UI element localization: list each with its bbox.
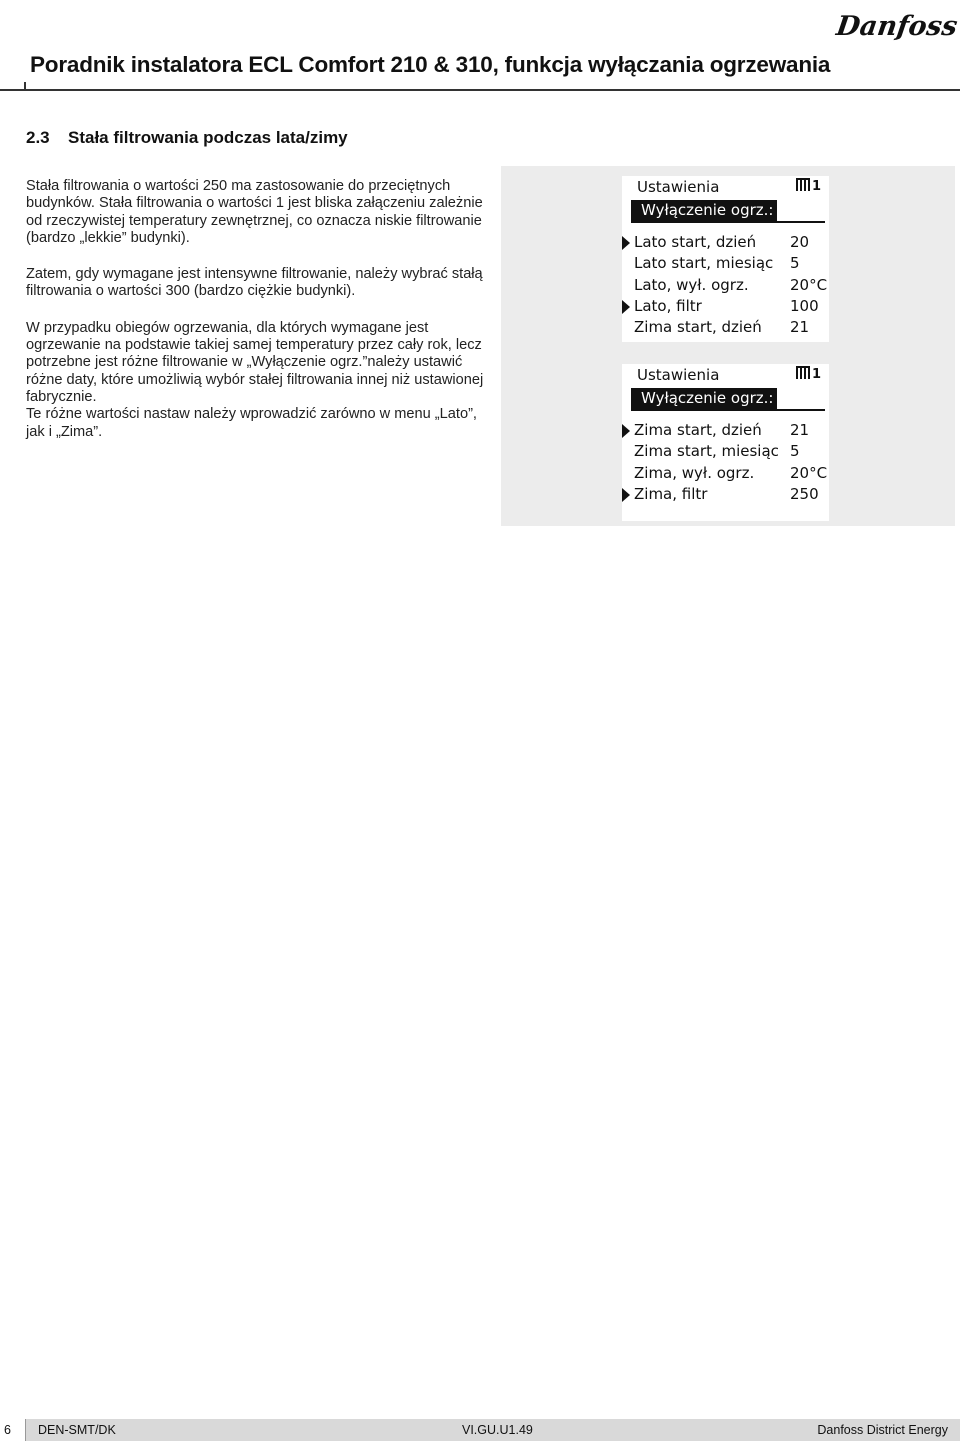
page-number: 6 (0, 1419, 26, 1441)
radiator-icon (796, 178, 810, 191)
pointer-arrow-icon (622, 236, 630, 250)
menu-row-value: 20°C (790, 463, 828, 482)
logo-text: Danfoss (834, 11, 960, 42)
selected-menu-item[interactable]: Wyłączenie ogrz.: (631, 388, 777, 409)
menu-row[interactable] (622, 232, 829, 253)
menu-row-label: Zima start, dzień (634, 421, 762, 439)
menu-row-label: Lato, filtr (634, 296, 702, 315)
controller-screen-summer (622, 176, 829, 342)
circuit-number: 1 (811, 367, 821, 382)
document-version: VI.GU.U1.49 (462, 1423, 533, 1437)
circuit-indicator (796, 366, 821, 382)
menu-separator (631, 409, 825, 411)
pointer-arrow-icon (622, 488, 630, 502)
menu-row[interactable] (622, 296, 829, 317)
danfoss-logo (834, 4, 960, 48)
menu-row-label: Lato start, dzień (634, 233, 757, 251)
selected-menu-item[interactable]: Wyłączenie ogrz.: (631, 200, 777, 221)
paragraph-1: Stała filtrowania o wartości 250 ma zastosowanie do przeciętnych budynków. Stała filtrowania o wartości 1 jest bliska załączeniu zależnie od rzeczywistej temperatury zewnętrznej, co oznacza niskie filtrowanie (bardzo „lekkie” budynki). (26, 178, 483, 246)
menu-row[interactable] (622, 484, 829, 505)
page-footer (0, 1419, 960, 1441)
menu-row-label: Zima, filtr (634, 484, 708, 503)
circuit-indicator (796, 178, 821, 194)
menu-row[interactable] (622, 317, 829, 338)
menu-row-label: Zima start, dzień (634, 318, 762, 337)
menu-row-label: Zima, wył. ogrz. (634, 463, 755, 482)
menu-row-value: 20 (790, 233, 810, 251)
page-header-title: Poradnik instalatora ECL Comfort 210 & 310, funkcja wyłączania ogrzewania (30, 52, 831, 77)
circuit-number: 1 (811, 179, 821, 194)
menu-row-value: 5 (790, 254, 800, 273)
menu-row-label: Zima start, miesiąc (634, 442, 779, 461)
menu-row-value: 100 (790, 296, 819, 315)
menu-row[interactable] (622, 275, 829, 296)
menu-row-value: 250 (790, 484, 819, 503)
footer-brand: Danfoss District Energy (817, 1423, 948, 1437)
document-code: DEN-SMT/DK (38, 1423, 116, 1437)
menu-row-value: 20°C (790, 275, 828, 294)
paragraph-3: W przypadku obiegów ogrzewania, dla których wymagane jest ogrzewanie na podstawie takiej samej temperatury przez cały rok, lecz potrzebne jest różne filtrowanie w „Wyłączenie ogrz.”należy ustawić różne daty, które umożliwią wybór stałej filtrowania innej niż ustawionej fabrycznie. Te różne wartości nastaw należy wprowadzić zarówno w menu „Lato”, jak i „Zima”. (26, 319, 484, 440)
menu-row[interactable] (622, 441, 829, 462)
menu-row-value: 5 (790, 442, 800, 461)
header-divider (0, 89, 960, 91)
menu-row-label: Lato start, miesiąc (634, 254, 774, 273)
menu-separator (631, 221, 825, 223)
screen-title: Ustawienia (637, 178, 720, 196)
radiator-icon (796, 366, 810, 379)
screen-title: Ustawienia (637, 366, 720, 384)
pointer-arrow-icon (622, 424, 630, 438)
body-text (26, 178, 486, 460)
menu-row-label: Lato, wył. ogrz. (634, 275, 749, 294)
controller-screen-winter (622, 364, 829, 521)
menu-row[interactable] (622, 253, 829, 274)
menu-row-value: 21 (790, 421, 810, 439)
menu-row[interactable] (622, 463, 829, 484)
illustration-panel (501, 166, 955, 526)
section-heading (26, 128, 348, 148)
section-number: 2.3 (26, 128, 50, 147)
menu-row-value: 21 (790, 318, 810, 337)
section-title: Stała filtrowania podczas lata/zimy (68, 128, 348, 147)
pointer-arrow-icon (622, 300, 630, 314)
menu-row[interactable] (622, 420, 829, 441)
paragraph-2: Zatem, gdy wymagane jest intensywne filtrowanie, należy wybrać stałą filtrowania o wartości 300 (bardzo ciężkie budynki). (26, 266, 483, 300)
